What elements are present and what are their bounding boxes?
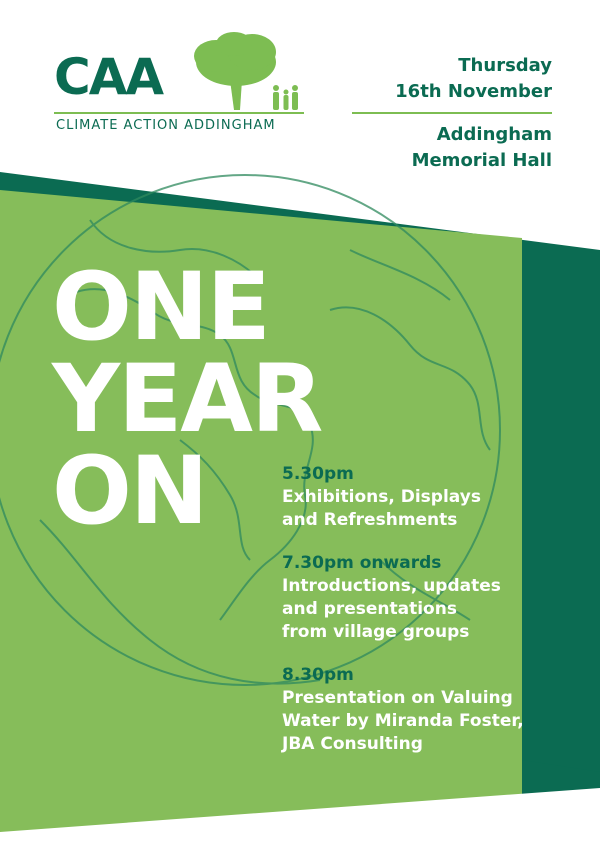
schedule-time: 5.30pm [282, 464, 354, 484]
venue-line-1: Addingham [436, 124, 552, 145]
schedule-description: Presentation on Valuing Water by Miranda Foster, JBA Consulting [282, 688, 524, 754]
event-divider [352, 112, 552, 114]
event-day: Thursday [458, 55, 552, 76]
caa-logo [54, 30, 310, 140]
schedule-item [282, 463, 582, 532]
headline-line-1: ONE [52, 253, 269, 362]
schedule-item [282, 552, 582, 644]
logo-acronym: CAA [54, 48, 163, 106]
tree-icon [186, 30, 306, 112]
schedule-description: Introductions, updates and presentations from village groups [282, 576, 501, 642]
schedule [282, 463, 582, 776]
people-icon [273, 85, 298, 110]
schedule-item [282, 664, 582, 756]
headline [52, 253, 322, 546]
schedule-time: 8.30pm [282, 665, 354, 685]
headline-line-2: YEAR [52, 345, 322, 454]
schedule-time: 7.30pm onwards [282, 553, 442, 573]
event-info [352, 53, 552, 174]
venue-line-2: Memorial Hall [411, 150, 552, 171]
event-date: 16th November [395, 81, 552, 102]
headline-line-3: ON [52, 437, 207, 546]
logo-divider [54, 112, 304, 114]
schedule-description: Exhibitions, Displays and Refreshments [282, 487, 481, 530]
logo-subtitle: CLIMATE ACTION ADDINGHAM [56, 118, 276, 133]
